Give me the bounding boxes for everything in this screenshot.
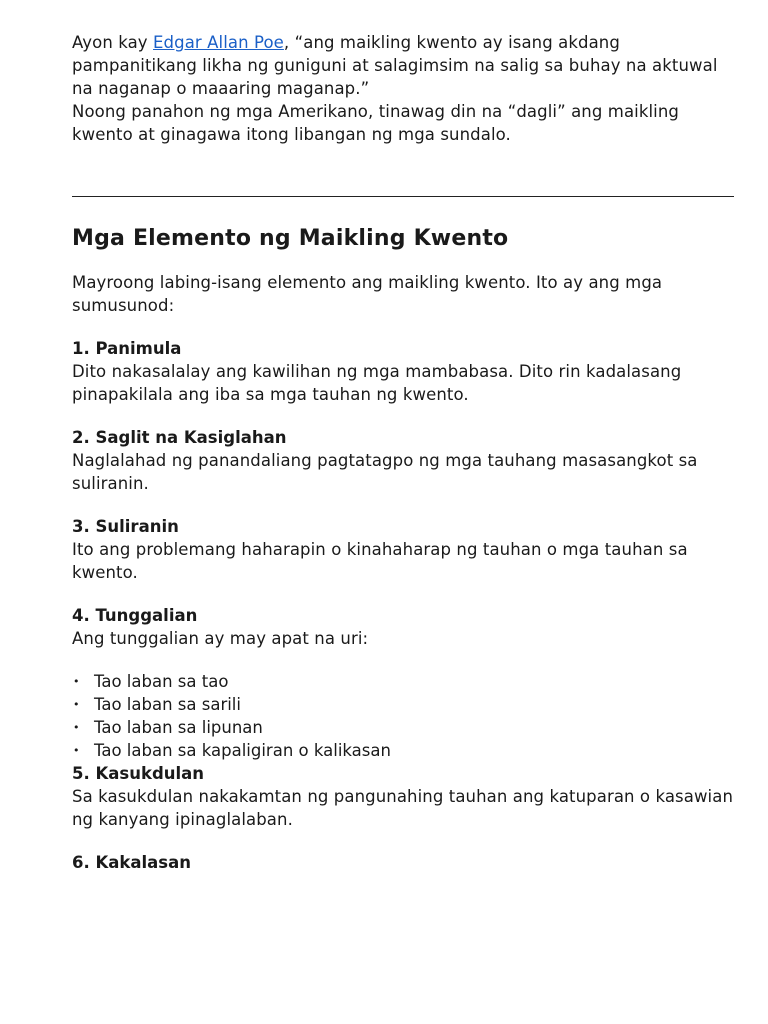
intro-paragraph <box>72 31 734 100</box>
section-title: Mga Elemento ng Maikling Kwento <box>72 226 509 251</box>
conflict-types-list <box>72 670 734 762</box>
dagli-paragraph: Noong panahon ng mga Amerikano, tinawag din na “dagli” ang maikling kwento at ginagawa itong libangan ng mga sundalo. <box>72 102 679 144</box>
section-divider <box>72 196 734 197</box>
element-text-suliranin: Ito ang problemang haharapin o kinahaharap ng tauhan o mga tauhan sa kwento. <box>72 540 688 582</box>
intro-quote: , “ang maikling kwento ay isang akdang pampanitikang likha ng guniguni at salagimsim na salig sa buhay na aktuwal na naganap o maaaring maganap.” <box>72 33 718 98</box>
element-heading-saglit-na-kasiglahan: 2. Saglit na Kasiglahan <box>72 428 287 447</box>
element-heading-panimula: 1. Panimula <box>72 339 182 358</box>
edgar-allan-poe-link[interactable]: Edgar Allan Poe <box>153 33 284 52</box>
section-lead: Mayroong labing-isang elemento ang maikling kwento. Ito ay ang mga sumusunod: <box>72 273 663 315</box>
element-heading-kakalasan: 6. Kakalasan <box>72 853 192 872</box>
element-heading-suliranin: 3. Suliranin <box>72 517 179 536</box>
list-item: • Tao laban sa kapaligiran o kalikasan <box>94 739 734 762</box>
element-text-tunggalian: Ang tunggalian ay may apat na uri: <box>72 629 369 648</box>
document-page <box>72 31 734 872</box>
list-item: • Tao laban sa tao <box>94 670 734 693</box>
list-item: • Tao laban sa sarili <box>94 693 734 716</box>
element-heading-tunggalian: 4. Tunggalian <box>72 606 198 625</box>
element-text-kasukdulan: Sa kasukdulan nakakamtan ng pangunahing tauhan ang katuparan o kasawian ng kanyang ipinaglalaban. <box>72 787 734 829</box>
element-text-saglit-na-kasiglahan: Naglalahad ng panandaliang pagtatagpo ng mga tauhang masasangkot sa suliranin. <box>72 451 698 493</box>
list-item: • Tao laban sa lipunan <box>94 716 734 739</box>
element-text-panimula: Dito nakasalalay ang kawilihan ng mga mambabasa. Dito rin kadalasang pinapakilala ang iba sa mga tauhan ng kwento. <box>72 362 682 404</box>
element-heading-kasukdulan: 5. Kasukdulan <box>72 764 205 783</box>
intro-prefix: Ayon kay <box>72 33 154 52</box>
elements-content <box>72 271 734 874</box>
intro-block <box>72 31 734 146</box>
